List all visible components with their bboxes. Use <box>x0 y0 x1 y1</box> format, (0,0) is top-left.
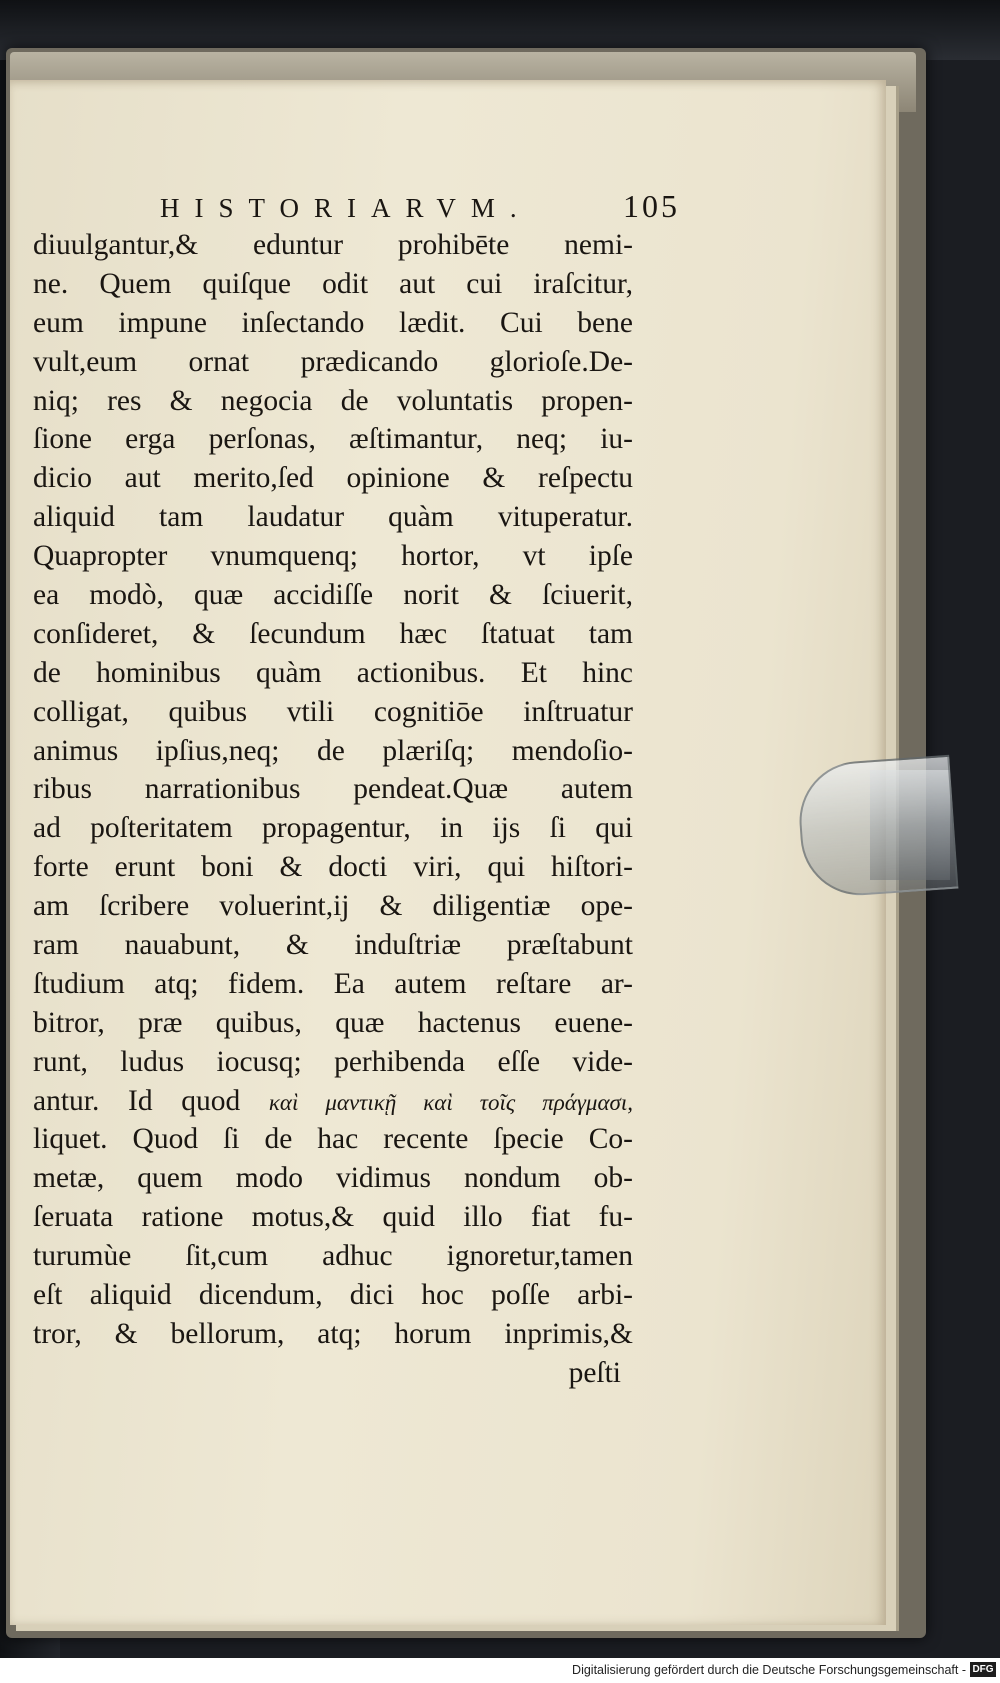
text-line: tror, & bellorum, atq; horum inprimis,& <box>33 1317 633 1350</box>
running-head <box>160 188 680 228</box>
text-line: dicio aut merito,ſed opinione & reſpectu <box>33 462 633 495</box>
greek-line-latin: antur. Id quod <box>33 1084 241 1117</box>
page-clip <box>796 755 959 899</box>
body-text <box>33 226 633 1393</box>
text-line: conſideret, & ſecundum hæc ſtatuat tam <box>33 617 633 650</box>
text-line: bitror, præ quibus, quæ hactenus euene- <box>33 1006 633 1039</box>
text-line: aliquid tam laudatur quàm vituperatur. <box>33 501 633 534</box>
text-line: ram nauabunt, & induſtriæ præſtabunt <box>33 929 633 962</box>
text-line: ne. Quem quiſque odit aut cui iraſcitur, <box>33 267 633 300</box>
catchword: peſti <box>568 1356 621 1389</box>
text-line: diuulgantur,& eduntur prohibēte nemi- <box>33 229 633 261</box>
text-line: colligat, quibus vtili cognitiōe inſtruatur <box>33 695 633 728</box>
text-line: ad poſteritatem propagentur, in ijs ſi qui <box>33 812 633 845</box>
text-line: runt, ludus iocusq; perhibenda eſſe vide- <box>33 1045 633 1078</box>
text-line: de hominibus quàm actionibus. Et hinc <box>33 656 633 689</box>
text-line: Quapropter vnumquenq; hortor, vt ipſe <box>33 540 633 573</box>
digitization-credit: Digitalisierung gefördert durch die Deutsche Forschungsgemeinschaft - <box>572 1663 966 1677</box>
text-line: am ſcribere voluerint,ij & diligentiæ ope- <box>33 890 633 923</box>
text-line: ſeruata ratione motus,& quid illo fiat fu- <box>33 1201 633 1234</box>
text-line: forte erunt boni & docti viri, qui hiſtori- <box>33 851 633 884</box>
text-line: ſtudium atq; fidem. Ea autem reſtare ar- <box>33 967 633 1000</box>
text-line: eum impune inſectando lædit. Cui bene <box>33 306 633 339</box>
page-number: 105 <box>623 188 680 224</box>
text-line: metæ, quem modo vidimus nondum ob- <box>33 1162 633 1195</box>
text-line: vult,eum ornat prædicando glorioſe.De- <box>33 345 633 378</box>
text-line: liquet. Quod ſi de hac recente ſpecie Co- <box>33 1123 633 1156</box>
text-line: turumùe ſit,cum adhuc ignoretur,tamen <box>33 1240 633 1273</box>
text-line: niq; res & negocia de voluntatis propen- <box>33 384 633 417</box>
text-line: ea modò, quæ accidiſſe norit & ſciuerit, <box>33 579 633 612</box>
text-line: ſione erga perſonas, æſtimantur, neq; iu- <box>33 423 633 456</box>
text-line: eſt aliquid dicendum, dici hoc poſſe arbi- <box>33 1279 633 1312</box>
greek-quotation: καὶ μαντικῇ καὶ τοῖς πράγμασι, <box>268 1089 634 1115</box>
text-line: animus ipſius,neq; de plæriſq; mendoſio- <box>33 734 633 767</box>
dfg-logo: DFG <box>970 1662 996 1677</box>
running-title: HISTORIARVM. <box>160 193 532 223</box>
text-line: ribus narrationibus pendeat.Quæ autem <box>33 773 633 806</box>
text-line-greek <box>33 1082 633 1121</box>
